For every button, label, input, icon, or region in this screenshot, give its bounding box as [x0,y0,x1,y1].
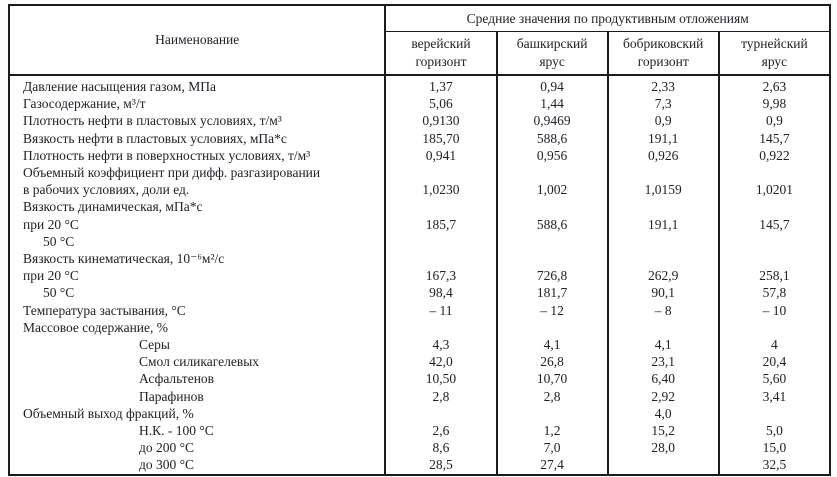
row-value [385,405,496,422]
row-value: 6,40 [608,370,719,387]
row-value: 0,94 [497,75,608,95]
row-name: 50 °С [9,284,385,301]
row-value: 2,33 [608,75,719,95]
row-value [497,164,608,181]
table-row [9,284,830,301]
row-value [719,405,830,422]
column-header-2 [497,32,608,76]
row-value: – 12 [497,302,608,319]
row-value: 28,0 [608,439,719,456]
column-header-line1: бобриковский [623,36,704,51]
table-row [9,112,830,129]
row-value: 0,926 [608,147,719,164]
table-row [9,456,830,474]
row-name: Асфальтенов [9,370,385,387]
row-value [719,233,830,250]
row-value: 1,37 [429,79,453,94]
row-value: 185,7 [425,216,457,232]
row-value: 1,2 [497,422,608,439]
row-value: 4,1 [497,336,608,353]
row-value: 0,9469 [497,112,608,129]
column-header-line1: башкирский [516,36,588,51]
row-value: 7,0 [497,439,608,456]
row-value [608,319,719,336]
row-value: 2,63 [719,75,830,95]
row-value: 26,8 [497,353,608,370]
row-value: – 11 [429,302,453,318]
row-value: 0,922 [719,147,830,164]
row-value: 726,8 [497,267,608,284]
row-value [497,198,608,215]
row-value: 98,4 [429,285,453,301]
table-row [9,181,830,198]
row-value: 10,70 [497,370,608,387]
row-name: Парафинов [9,388,385,405]
row-value: 4,0 [608,405,719,422]
row-name: Объемный коэффициент при дифф. разгазировании [9,164,385,181]
row-value: 90,1 [608,284,719,301]
row-name: при 20 °С [9,216,385,233]
column-header-3 [608,32,719,76]
oil-properties-table [8,4,831,476]
row-value [497,319,608,336]
row-value: 0,956 [497,147,608,164]
row-value: 32,5 [719,456,830,474]
row-value [608,456,719,474]
column-header-line1: турнейский [741,36,808,51]
table-header [9,5,830,75]
row-value [719,198,830,215]
table-row [9,164,830,181]
row-value: 2,92 [608,388,719,405]
row-value: 2,8 [497,388,608,405]
row-value [497,250,608,267]
row-value: 15,0 [719,439,830,456]
row-value: 0,941 [425,147,457,163]
row-value: 1,002 [497,181,608,198]
row-value: 27,4 [497,456,608,474]
row-value: 167,3 [425,268,457,284]
row-name: до 300 °С [9,456,385,474]
row-name: Вязкость динамическая, мПа*с [9,198,385,215]
row-value: 5,60 [719,370,830,387]
row-value: 5,0 [719,422,830,439]
row-value: 28,5 [429,457,453,473]
row-value: 145,7 [719,216,830,233]
row-value: – 8 [608,302,719,319]
table-row [9,370,830,387]
row-value: 2,6 [432,423,450,439]
row-name: Давление насыщения газом, МПа [9,75,385,95]
table-row [9,388,830,405]
row-value: 2,8 [432,388,450,404]
table-row [9,353,830,370]
row-value [719,319,830,336]
table-row [9,147,830,164]
row-value [497,405,608,422]
row-value: 10,50 [425,371,457,387]
row-value: 1,0201 [719,181,830,198]
row-name: Плотность нефти в поверхностных условиях, т/м³ [9,147,385,164]
row-name: Вязкость нефти в пластовых условиях, мПа*с [9,130,385,147]
row-name: Объемный выход фракций, % [9,405,385,422]
column-header-line2: горизонт [415,54,467,69]
row-value [385,250,496,267]
column-header-1 [385,32,496,76]
row-value: 262,9 [608,267,719,284]
row-name: Н.К. - 100 °С [9,422,385,439]
row-value [608,164,719,181]
column-header-line1: верейский [411,36,471,51]
table-row [9,130,830,147]
row-name: Плотность нефти в пластовых условиях, т/м³ [9,112,385,129]
row-value: 191,1 [608,130,719,147]
row-value: 4,3 [432,337,450,353]
table-row [9,216,830,233]
row-value: 0,9 [719,112,830,129]
row-value: 145,7 [719,130,830,147]
row-name: Газосодержание, м³/т [9,95,385,112]
row-value: 4,1 [608,336,719,353]
row-value [385,319,496,336]
row-value: 57,8 [719,284,830,301]
table-row [9,95,830,112]
group-header: Средние значения по продуктивным отложениям [385,5,830,32]
row-value [719,250,830,267]
table-row [9,250,830,267]
row-value [719,164,830,181]
table-row [9,422,830,439]
row-value: 7,3 [608,95,719,112]
row-value: 185,70 [422,130,460,146]
row-value: 191,1 [608,216,719,233]
row-value [385,233,496,250]
table-row [9,233,830,250]
row-name: Смол силикагелевых [9,353,385,370]
row-name: при 20 °С [9,267,385,284]
table-row [9,267,830,284]
row-name: Серы [9,336,385,353]
row-name: до 200 °С [9,439,385,456]
row-value: 1,0159 [608,181,719,198]
row-value: 588,6 [497,216,608,233]
row-value: 9,98 [719,95,830,112]
row-name: Температура застывания, °С [9,302,385,319]
row-name: 50 °С [9,233,385,250]
row-value: 4 [719,336,830,353]
row-value: 8,6 [432,440,450,456]
row-value [608,233,719,250]
row-name: Вязкость кинематическая, 10⁻⁶м²/с [9,250,385,267]
row-value: 3,41 [719,388,830,405]
column-header-line2: ярус [539,54,565,69]
row-value: 20,4 [719,353,830,370]
row-value: 5,06 [429,96,453,112]
table-row [9,198,830,215]
row-value: 1,0230 [422,182,460,198]
column-header-line2: горизонт [637,54,689,69]
row-value: 0,9 [608,112,719,129]
row-value: – 10 [719,302,830,319]
table-row [9,319,830,336]
row-name: Массовое содержание, % [9,319,385,336]
row-name: в рабочих условиях, доли ед. [9,181,385,198]
table-row [9,302,830,319]
row-value: 0,9130 [422,113,460,129]
row-value [608,198,719,215]
row-value: 1,44 [497,95,608,112]
row-value: 15,2 [608,422,719,439]
column-header-4 [719,32,830,76]
row-value [385,198,496,215]
table-row [9,439,830,456]
row-value: 181,7 [497,284,608,301]
table-row [9,75,830,95]
row-value: 42,0 [429,354,453,370]
row-value: 588,6 [497,130,608,147]
row-value [608,250,719,267]
row-value: 258,1 [719,267,830,284]
table-body [9,75,830,475]
row-value [385,164,496,181]
column-header-line2: ярус [761,54,788,69]
table-row [9,405,830,422]
table-row [9,336,830,353]
row-value: 23,1 [608,353,719,370]
row-value [497,233,608,250]
column-header-name: Наименование [9,5,385,75]
